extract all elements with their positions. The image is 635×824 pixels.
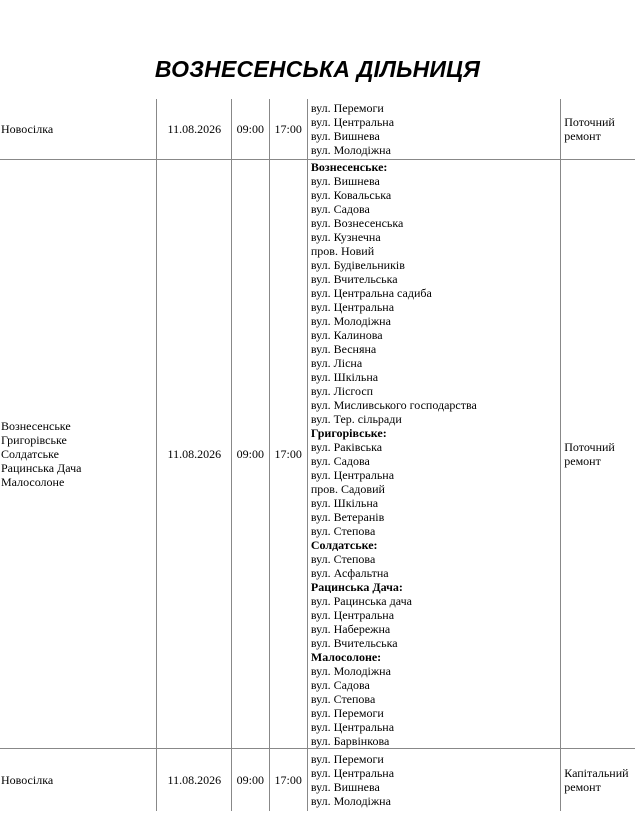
- street-name: вул. Вчительська: [310, 636, 398, 650]
- date-cell: 11.08.2026: [157, 749, 232, 812]
- table-row: [0, 160, 635, 749]
- street-name: пров. Новий: [310, 244, 375, 258]
- street-name: вул. Степова: [310, 692, 376, 706]
- street-name: вул. Весняна: [310, 342, 377, 356]
- settlement-heading: Григорівське:: [310, 426, 387, 440]
- work-type-cell: [561, 99, 635, 160]
- street-name: вул. Центральна садиба: [310, 286, 432, 300]
- street-name: вул. Кузнечна: [310, 230, 381, 244]
- settlement-heading: Рацинська Дача:: [310, 580, 403, 594]
- street-name: вул. Степова: [310, 552, 376, 566]
- street-name: вул. Вчительська: [310, 272, 398, 286]
- street-name: вул. Шкільна: [310, 496, 379, 510]
- work-type-text: Поточний: [564, 440, 615, 454]
- street-name: вул. Степова: [310, 524, 376, 538]
- street-name: вул. Перемоги: [310, 101, 384, 115]
- settlements-cell: [0, 749, 157, 812]
- street-name: вул. Молодіжна: [310, 314, 391, 328]
- streets-cell: [307, 749, 560, 812]
- outage-schedule-table: [0, 99, 635, 811]
- street-name: вул. Вознесенська: [310, 216, 404, 230]
- street-name: вул. Раківська: [310, 440, 383, 454]
- street-name: вул. Барвінкова: [310, 734, 390, 748]
- settlement-name: Солдатське: [1, 447, 60, 461]
- street-name: вул. Молодіжна: [310, 794, 391, 808]
- settlements-cell: [0, 99, 157, 160]
- settlement-name: Малосолоне: [1, 475, 65, 489]
- street-name: вул. Центральна: [310, 608, 395, 622]
- street-name: вул. Центральна: [310, 115, 395, 129]
- work-type-text: ремонт: [564, 129, 601, 143]
- work-type-cell: [561, 160, 635, 749]
- work-type-text: ремонт: [564, 454, 601, 468]
- settlement-heading: Вознесенське:: [310, 160, 388, 174]
- work-type-cell: [561, 749, 635, 812]
- street-name: вул. Тер. сільради: [310, 412, 402, 426]
- settlement-name: Новосілка: [1, 773, 54, 787]
- date-cell: 11.08.2026: [157, 99, 232, 160]
- table-row: [0, 99, 635, 160]
- street-name: вул. Вишнева: [310, 780, 380, 794]
- work-type-text: Поточний: [564, 115, 615, 129]
- settlement-name: Григорівське: [1, 433, 67, 447]
- work-type-text: ремонт: [564, 780, 601, 794]
- street-name: вул. Лісгосп: [310, 384, 374, 398]
- street-name: вул. Молодіжна: [310, 664, 391, 678]
- street-name: вул. Ковальська: [310, 188, 392, 202]
- time-to-cell: 17:00: [269, 99, 307, 160]
- settlement-heading: Солдатське:: [310, 538, 378, 552]
- page-title: ВОЗНЕСЕНСЬКА ДІЛЬНИЦЯ: [154, 56, 481, 82]
- street-name: вул. Рацинська дача: [310, 594, 412, 608]
- street-name: вул. Центральна: [310, 720, 395, 734]
- settlement-name: Рацинська Дача: [1, 461, 82, 475]
- street-name: вул. Вишнева: [310, 174, 380, 188]
- time-to-cell: 17:00: [269, 749, 307, 812]
- street-name: вул. Центральна: [310, 766, 395, 780]
- street-name: вул. Асфальтна: [310, 566, 389, 580]
- street-name: вул. Садова: [310, 202, 370, 216]
- street-name: вул. Центральна: [310, 300, 395, 314]
- time-from-cell: 09:00: [232, 749, 269, 812]
- streets-cell: [307, 99, 560, 160]
- street-name: вул. Шкільна: [310, 370, 379, 384]
- street-name: вул. Садова: [310, 454, 370, 468]
- table-row: [0, 749, 635, 812]
- time-from-cell: 09:00: [232, 160, 269, 749]
- street-name: вул. Перемоги: [310, 706, 384, 720]
- street-name: вул. Лісна: [310, 356, 363, 370]
- street-name: вул. Молодіжна: [310, 143, 391, 157]
- street-name: вул. Центральна: [310, 468, 395, 482]
- street-name: вул. Мисливського господарства: [310, 398, 477, 412]
- date-cell: 11.08.2026: [157, 160, 232, 749]
- street-name: пров. Садовий: [310, 482, 385, 496]
- street-name: вул. Ветеранів: [310, 510, 385, 524]
- street-name: вул. Набережна: [310, 622, 391, 636]
- street-name: вул. Будівельників: [310, 258, 405, 272]
- settlement-name: Новосілка: [1, 122, 54, 136]
- street-name: вул. Вишнева: [310, 129, 380, 143]
- streets-cell: [307, 160, 560, 749]
- work-type-text: Капітальний: [564, 766, 629, 780]
- settlement-heading: Малосолоне:: [310, 650, 382, 664]
- street-name: вул. Калинова: [310, 328, 383, 342]
- settlements-cell: [0, 160, 157, 749]
- settlement-name: Вознесенське: [1, 419, 71, 433]
- time-from-cell: 09:00: [232, 99, 269, 160]
- street-name: вул. Садова: [310, 678, 370, 692]
- street-name: вул. Перемоги: [310, 752, 384, 766]
- time-to-cell: 17:00: [269, 160, 307, 749]
